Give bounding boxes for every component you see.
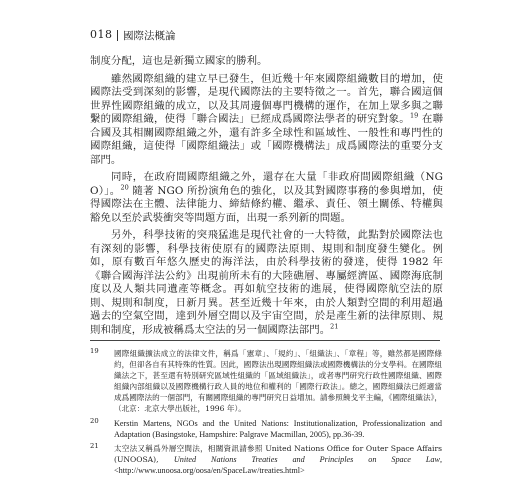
header-divider bbox=[117, 30, 118, 41]
footnote-number: 19 bbox=[90, 347, 99, 355]
paragraph-text: 另外，科學技術的突飛猛進是現代社會的一大特徵，此點對於國際法也有深刻的影響，科學技術使原有的國際法原則、規則和制度發生變化。例如，原有數百年悠久歷史的海洋法，由於科學技術的發達，使得 1982 年《聯合國海洋法公約》出現前所未有的大陸礁層、專屬經濟區、國際海底制度以及人類共同遺產等概念。再如航空技術的進展，使得國際航空法的原則、規則和制度，日新月異。甚至近幾十年來，由於人類對空間的利用超過過去的空氣空間，達到外層空間以及宇宙空間，於是產生新的法律原則、規則和制度，形成被稱爲太空法的另一個國際法部門。 bbox=[90, 229, 443, 336]
page-header bbox=[90, 28, 440, 44]
footnote-ref[interactable]: 19 bbox=[409, 111, 419, 120]
footnote-19 bbox=[90, 348, 442, 415]
footnote-divider bbox=[90, 340, 440, 341]
page-number: 018 bbox=[90, 28, 113, 41]
footnote-ref[interactable]: 20 bbox=[120, 183, 129, 192]
paragraph-text: 同時，在政府間國際組織之外，還存在大量「非政府間國際組織（NGO）」。 bbox=[90, 171, 443, 197]
body-text bbox=[90, 55, 443, 337]
footnote-title: United Nations Treaties and Principles on Space Law bbox=[173, 454, 440, 464]
paragraph-text: 隨著 NGO 所扮演角色的強化，以及其對國際事務的參與增加，使得國際法在主體、法律能力、締結條約權、繼承、責任、領土關係、特權與豁免以至於武裝衝突等問題方面，出現一系列新的問題。 bbox=[90, 184, 443, 224]
footnote-text: 太空法又稱爲外層空間法，相關資訊請參照 United Nations Office for Outer Space Affairs (UNOOSA), bbox=[114, 443, 442, 464]
paragraph-international-organizations bbox=[90, 73, 443, 168]
footnote-ref[interactable]: 21 bbox=[330, 322, 339, 331]
paragraph-science-technology bbox=[90, 229, 443, 337]
footnote-number: 20 bbox=[90, 416, 99, 425]
paragraph-continued: 制度分配，這也是新獨立國家的勝利。 bbox=[90, 55, 268, 67]
running-head: 國際法概論 bbox=[123, 30, 176, 42]
paragraph-ngo bbox=[90, 171, 443, 225]
footnote-number: 21 bbox=[90, 441, 99, 450]
footnote-21 bbox=[90, 443, 442, 476]
footnote-text: 國際組織擴法成立的法律文件，稱爲「憲章」、「規約」、「組織法」、「章程」等，雖然都是國際條約，但卻各自有其特殊的性質。因此，國際法出現國際組織法或國際機構法的分支學科。在國際組織法之下，甚至還有特別研究區域性組織的「區域組織法」，或者專門研究行政性國際組織、國際組織內部組織以及國際機構行政人員的地位和權利的「國際行政法」。總之，國際組織法已經適當成爲國際法的一個部門，有關國際組織的專門研究日益增加。請參照饒戈平主編，《國際組織法》，（北京：北京大學出版社，1996 年）。 bbox=[114, 349, 442, 414]
footnote-url[interactable]: , <http://www.unoosa.org/oosa/en/SpaceLaw/treaties.html> bbox=[114, 454, 443, 475]
footnotes bbox=[90, 348, 442, 479]
paragraph-text: 在聯合國及其相關國際組織之外，還有許多全球性和區域性、一般性和專門性的國際組織，這使得「國際組織法」或「國際機構法」成爲國際法的重要分支部門。 bbox=[90, 113, 444, 166]
paragraph-text: 雖然國際組織的建立早已發生，但近幾十年來國際組織數目的增加，使國際法受到深刻的影響，是現代國際法的主要特徵之一。首先，聯合國這個世界性國際組織的成立，以及其周邊個專門機構的運作，在加上眾多與之聯繫的國際組織，使得「聯合國法」已經成爲國際法學者的研究對象。 bbox=[90, 72, 443, 125]
footnote-20 bbox=[90, 418, 442, 440]
footnote-text: Kerstin Martens, NGOs and the United Nations: Institutionalization, Professionalization and Adaptation (Basingstoke, Hampshire: Palgrave Macmillan, 2005), pp.36-39. bbox=[114, 418, 442, 439]
